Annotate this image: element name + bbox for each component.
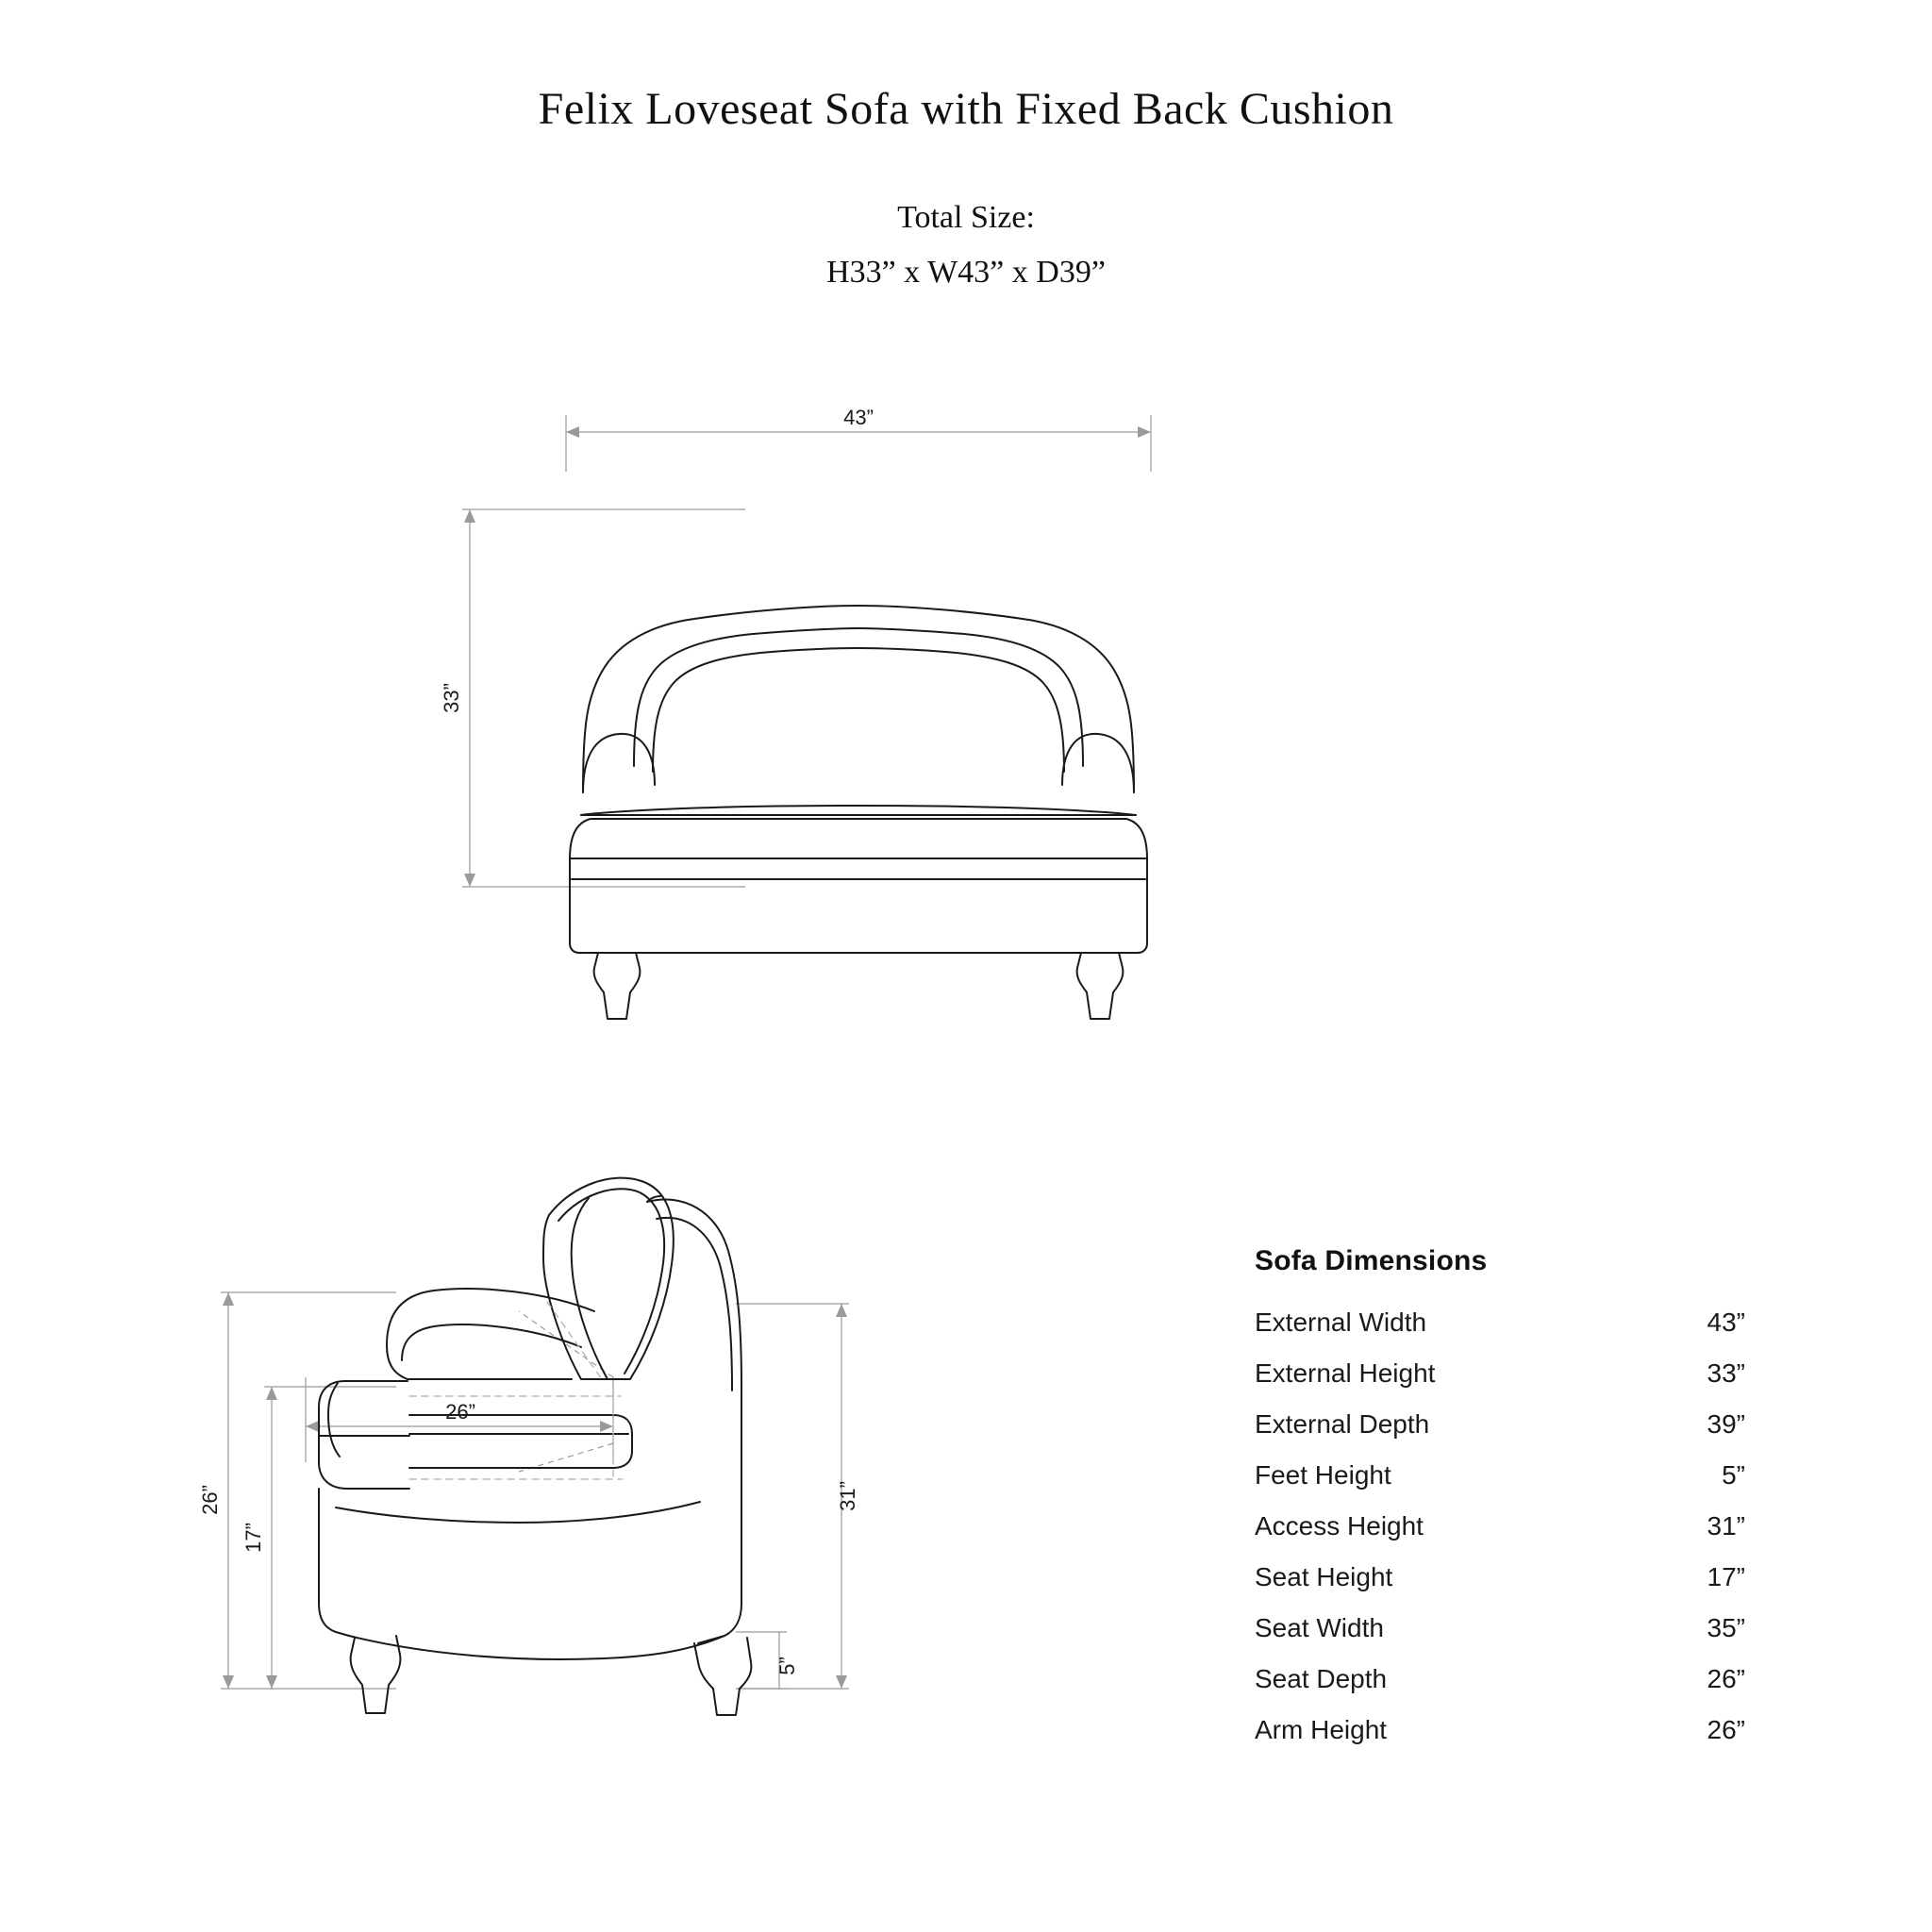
page-title: Felix Loveseat Sofa with Fixed Back Cushion — [538, 84, 1394, 134]
table-row — [1255, 1615, 1745, 1641]
spec-label: External Width — [1255, 1307, 1427, 1337]
spec-label: Feet Height — [1255, 1460, 1391, 1490]
spec-label: External Depth — [1255, 1409, 1430, 1439]
spec-label: Arm Height — [1255, 1715, 1388, 1744]
sofa-side-outline — [319, 1178, 751, 1715]
total-size-value: H33” x W43” x D39” — [826, 255, 1106, 290]
spec-value: 17” — [1707, 1562, 1745, 1591]
front-view-drawing — [440, 406, 1377, 1057]
total-size-label: Total Size: — [897, 200, 1035, 235]
table-row — [1255, 1513, 1745, 1540]
spec-label: Seat Height — [1255, 1562, 1393, 1591]
spec-label: Seat Depth — [1255, 1664, 1388, 1693]
spec-value: 26” — [1707, 1715, 1745, 1744]
table-row — [1255, 1360, 1745, 1387]
sofa-dimensions-table — [1255, 1245, 1745, 1768]
spec-label: Access Height — [1255, 1511, 1424, 1541]
side-seat-depth-label: 26” — [445, 1400, 475, 1424]
spec-label: External Height — [1255, 1358, 1436, 1388]
side-access-height-label: 31” — [836, 1481, 859, 1511]
spec-value: 33” — [1707, 1358, 1745, 1388]
front-height-label: 33” — [440, 683, 463, 713]
front-width-label: 43” — [843, 406, 874, 429]
side-arm-height-label: 26” — [198, 1485, 222, 1515]
spec-value: 39” — [1707, 1409, 1745, 1439]
spec-value: 26” — [1707, 1664, 1745, 1693]
table-row — [1255, 1564, 1745, 1591]
side-view-drawing — [198, 1160, 1094, 1745]
spec-value: 5” — [1722, 1460, 1745, 1490]
table-row — [1255, 1462, 1745, 1489]
table-row — [1255, 1666, 1745, 1692]
spec-label: Seat Width — [1255, 1613, 1384, 1642]
table-row — [1255, 1717, 1745, 1743]
table-row — [1255, 1309, 1745, 1336]
spec-value: 43” — [1707, 1307, 1745, 1337]
spec-value: 31” — [1707, 1511, 1745, 1541]
spec-table-title: Sofa Dimensions — [1255, 1245, 1488, 1276]
sofa-front-outline — [570, 606, 1147, 1019]
table-row — [1255, 1411, 1745, 1438]
side-feet-height-label: 5” — [775, 1657, 799, 1675]
side-seat-height-label: 17” — [242, 1523, 265, 1553]
spec-value: 35” — [1707, 1613, 1745, 1642]
